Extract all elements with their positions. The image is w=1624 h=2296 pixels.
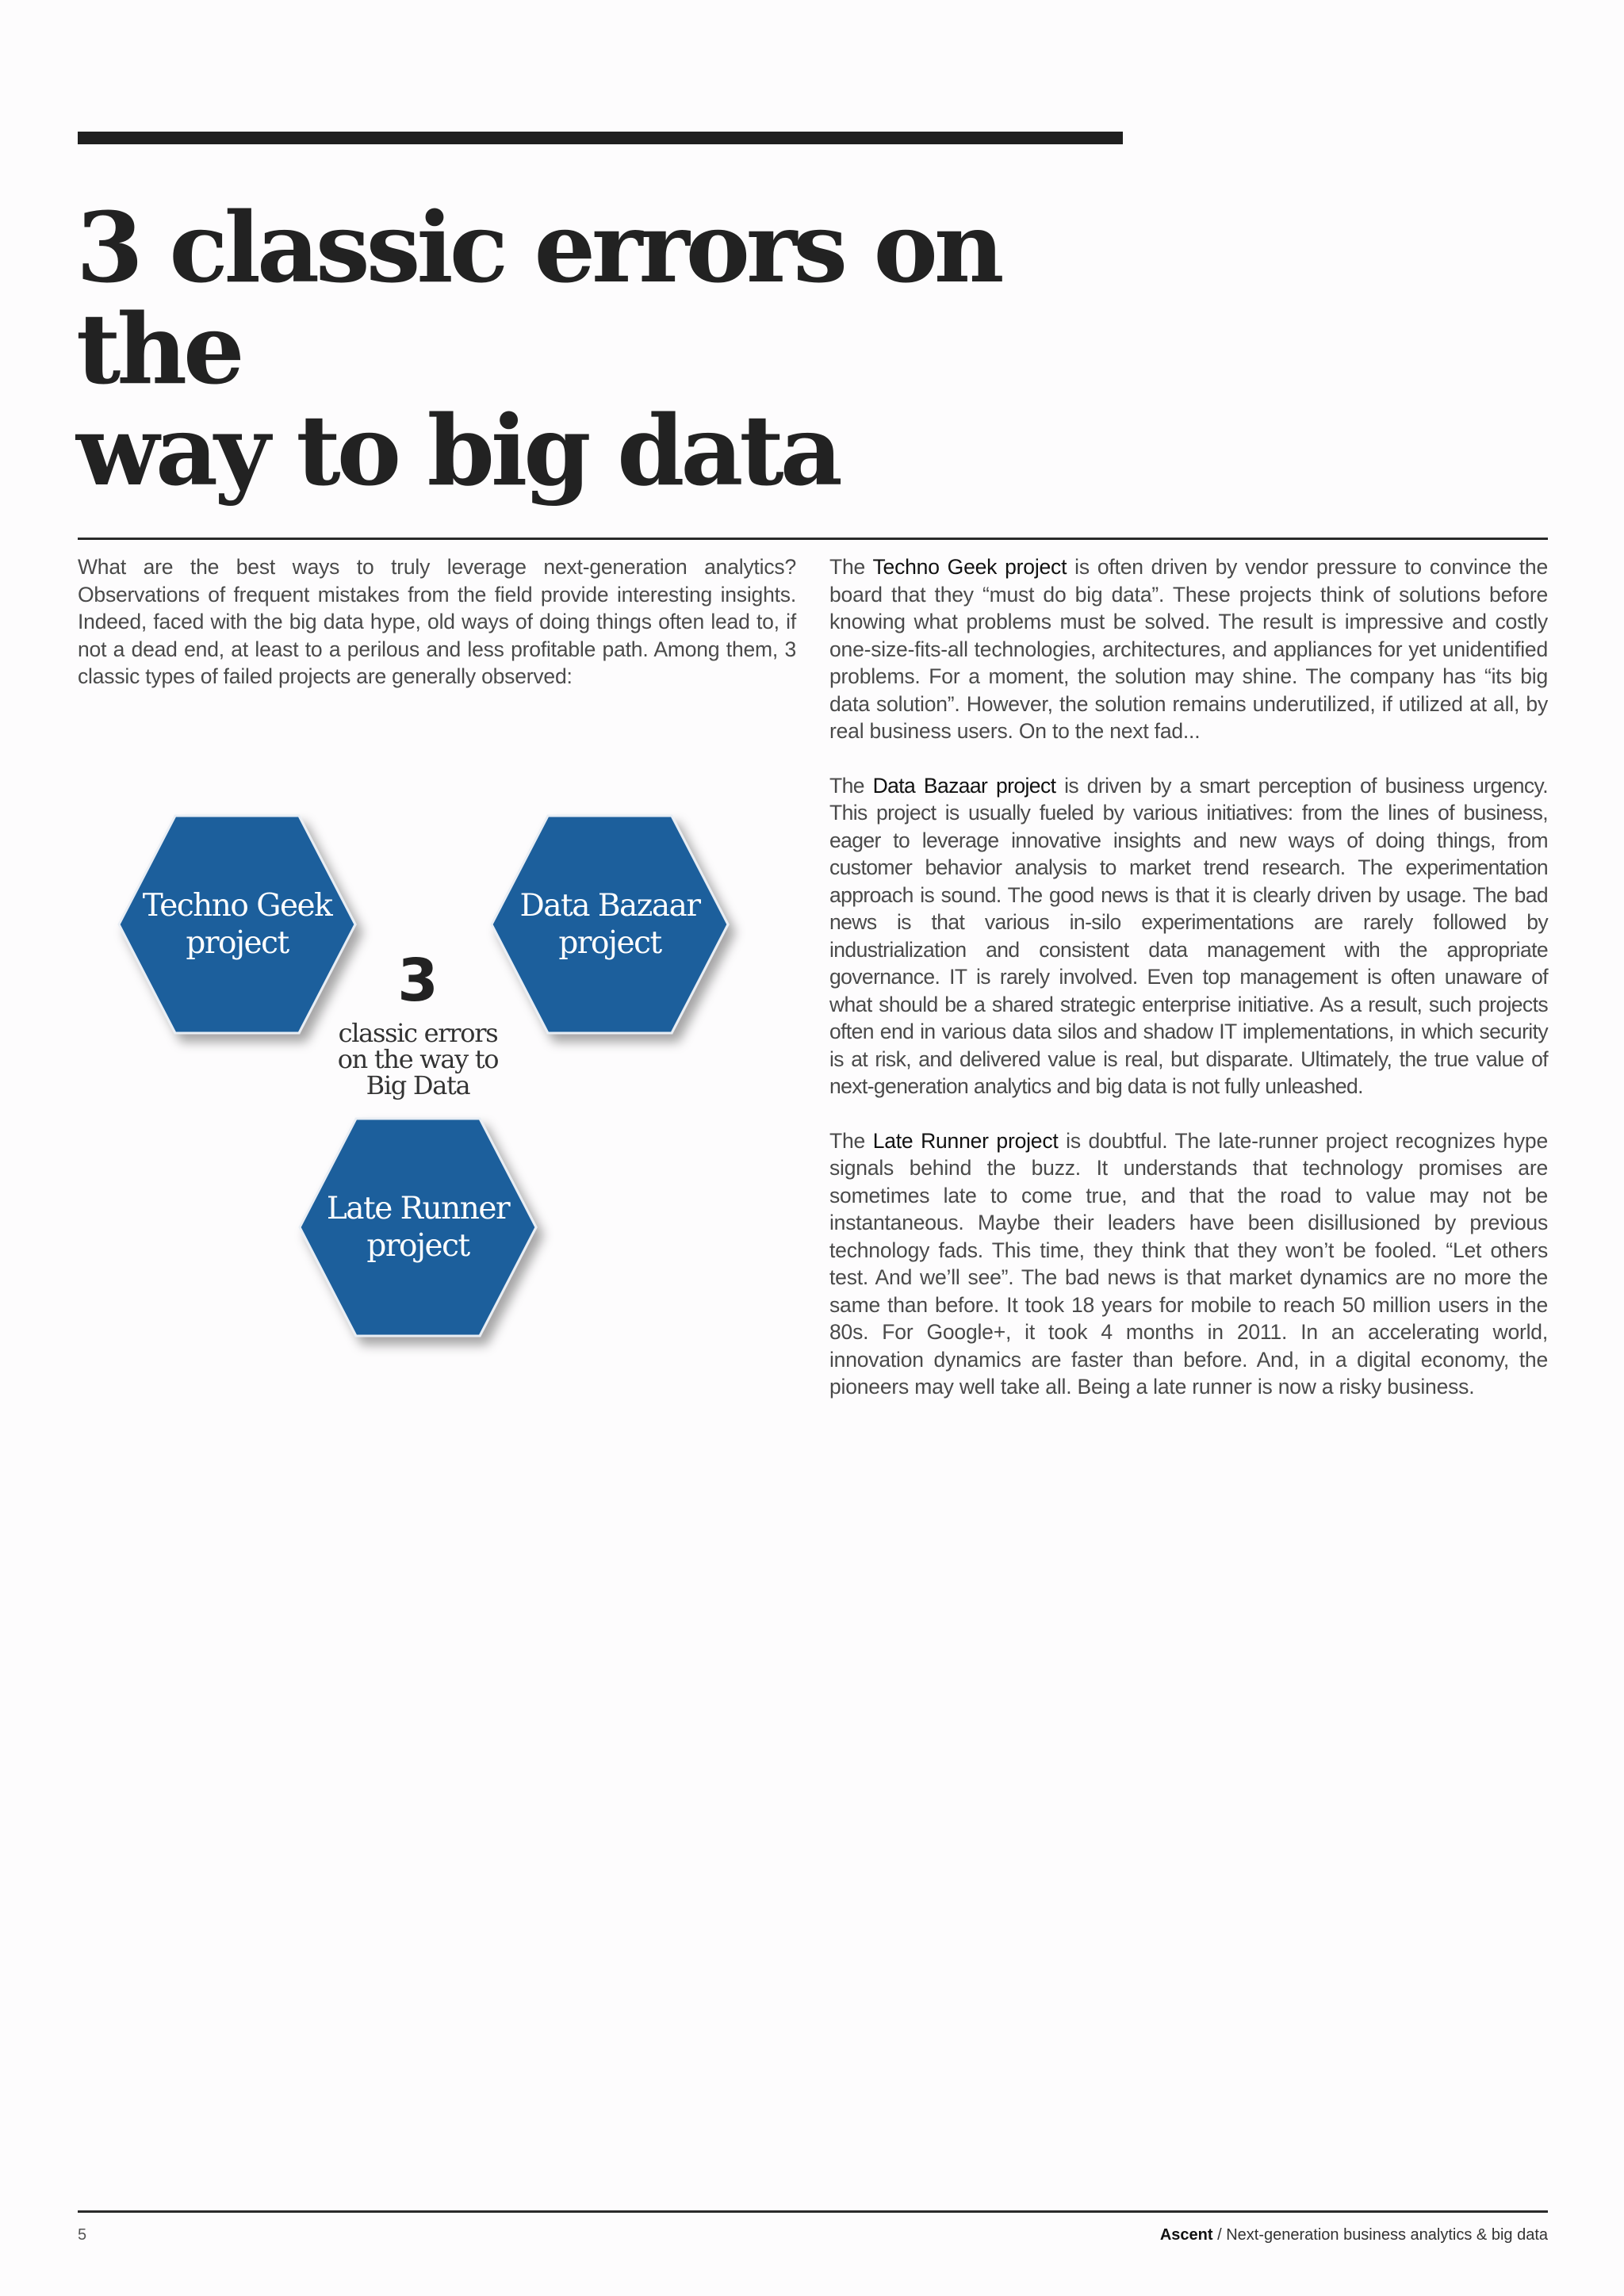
page-title [76,190,1186,507]
page-title-line-2: way to big data [76,393,839,507]
page-title-line-1: 3 classic errors on the [76,190,1001,406]
hexagon-techno-geek-label: Techno Geek project [142,888,332,961]
footer-subtitle: Next-generation business analytics & big data [1226,2226,1548,2244]
paragraph-prefix: The [829,555,873,579]
late-runner-body: is doubtful. The late-runner project recognizes hype signals behind the buzz. It understands that technology promises are sometimes late to come true, and that the road to value may not be instantaneous. Maybe their leaders have been disillusioned by previous technology fads. This time, they think that they won’t be fooled. “Let others test. And we’ll see”. The bad news is that market dynamics are no more the same than before. It took 18 years for mobile to reach 50 million users in the 80s. For Google+, it took 4 months in 2011. In an accelerating world, innovation dynamics are faster than before. And, in a digital economy, the pioneers may well take all. Being a late runner is now a risky business. [829,1128,1548,1399]
hexagon-late-runner [298,1117,538,1337]
page-number: 5 [78,2226,87,2244]
three-errors-diagram [111,813,745,1368]
footer-brand: Ascent [1159,2226,1213,2244]
intro-paragraph: What are the best ways to truly leverage next-generation analytics? Observations of frequent mistakes from the field provide interesting insights. Indeed, faced with the big data hype, old ways of doing things often lead to, if not a dead end, at least to a perilous and less profitable path. Among them, 3 classic types of failed projects are generally observed: [78,555,796,688]
footer-caption [1160,2226,1548,2244]
data-bazaar-term: Data Bazaar project [872,773,1056,798]
footer-divider [78,2210,1548,2213]
data-bazaar-body: is driven by a smart perception of business urgency. This project is usually fueled by various initiatives: from the lines of business, eager to leverage innovative insights and new ways of doing things, from customer behavior analysis to market trend research. The experimentation approach is sound. The good news is that it is clearly driven by usage. The bad news is that various in-silo experimentations are rarely followed by industrialization and consistent data management with the appropriate governance. IT is rarely involved. Even top management is often unaware of what should be a shared strategic enterprise initiative. As a result, such projects often end in various data silos and shadow IT implementations, in which security is at risk, and delivered value is real, but disparate. Ultimately, the true value of next-generation analytics and big data is not fully unleashed. [829,773,1548,1098]
center-number: 3 [397,947,439,1015]
content-divider [78,538,1548,540]
hexagon-late-runner-label: Late Runner project [326,1191,510,1264]
paragraph-prefix: The [829,773,873,798]
intro-column [78,553,796,718]
late-runner-term: Late Runner project [872,1128,1059,1153]
techno-geek-paragraph [829,553,1548,745]
center-caption: classic errors on the way to Big Data [337,1018,499,1100]
late-runner-paragraph [829,1127,1548,1401]
techno-geek-body: is often driven by vendor pressure to convince the board that they “must do big data”. These projects think of solutions before knowing what problems must be solved. The result is impressive and costly one-size-fits-all technologies, architectures, and appliances for yet unidentified problems. For a moment, the solution may shine. The company has “its big data solution”. However, the solution remains underutilized, if utilized at all, by real business users. On to the next fad... [829,555,1548,743]
title-top-bar [78,132,1123,144]
hexagon-data-bazaar-label: Data Bazaar project [519,888,700,961]
paragraph-prefix: The [829,1128,873,1153]
details-column [829,553,1548,1428]
footer-separator: / [1212,2226,1227,2244]
techno-geek-term: Techno Geek project [872,555,1067,579]
data-bazaar-paragraph [829,772,1548,1100]
